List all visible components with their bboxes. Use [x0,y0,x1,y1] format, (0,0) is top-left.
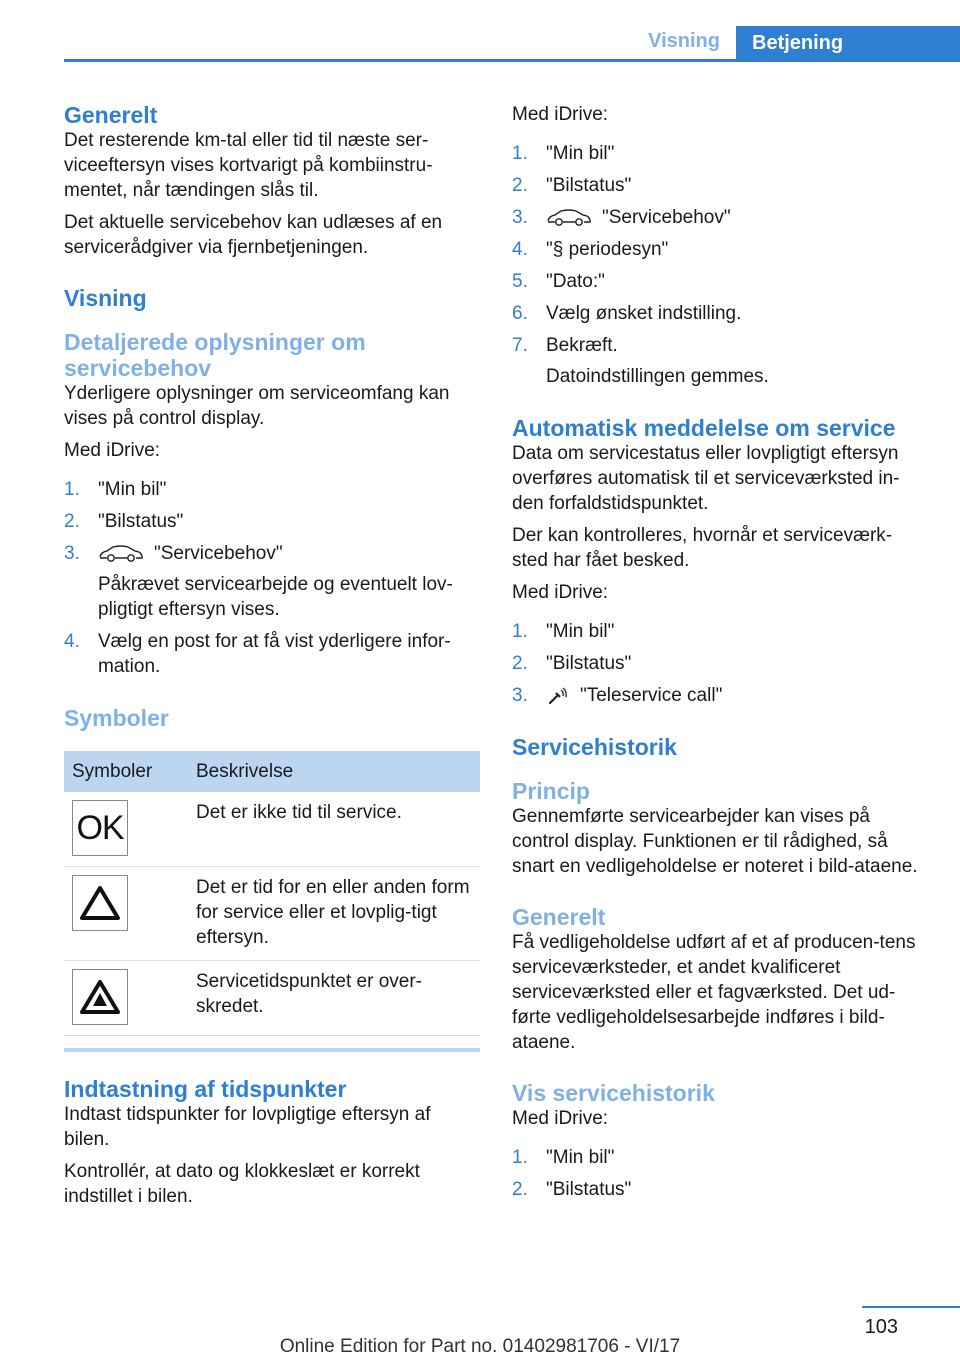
heading-visning: Visning [64,285,147,311]
list-item [512,651,928,676]
step-text: "Bilstatus" [546,653,632,674]
step-text: "Servicebehov" [602,207,731,228]
left-column [64,102,480,1216]
paragraph: Få vedligeholdelse udført af et af producen-tens serviceværksteder, et andet kvalificeret serviceværksted eller et fagværksted. Det ud-førte vedligeholdelsesarbejde indføres i bild-ataene. [512,932,916,1053]
table-cell: Det er tid for en eller anden form for service eller et lovplig-tigt eftersyn. [188,867,480,961]
edition-footer: Online Edition for Part no. 01402981706 - VI/17 [279,1336,681,1357]
heading-automatisk: Automatisk meddelelse om service [512,415,896,441]
step-subtext: Påkrævet servicearbejde og eventuelt lov-pligtigt eftersyn vises. [98,574,453,620]
step-number: 2. [512,653,528,674]
step-text: "Dato:" [546,271,605,292]
list-item [512,141,928,166]
table-header: Symboler [64,751,188,792]
step-number: 4. [512,239,528,260]
table-row [64,792,480,867]
step-number: 4. [64,631,80,652]
teleservice-icon [548,687,568,705]
step-text: "§ periodesyn" [546,239,669,260]
warning-triangle-exclamation-icon [72,969,128,1025]
list-item [64,509,480,534]
step-number: 2. [512,1179,528,1200]
step-number: 1. [512,621,528,642]
car-service-icon [98,545,144,563]
step-text: "Bilstatus" [546,1179,632,1200]
heading-generelt: Generelt [64,102,158,128]
step-text: "Min bil" [546,143,615,164]
step-text: Vælg ønsket indstilling. [546,303,742,324]
page-number: 103 [864,1316,898,1338]
step-text: "Servicebehov" [154,543,283,564]
paragraph: Det aktuelle servicebehov kan udlæses af en servicerådgiver via fjernbetjeningen. [64,212,443,258]
list-item [512,301,928,326]
step-list [512,619,928,708]
idrive-label: Med iDrive: [512,582,609,603]
heading-servicehistorik: Servicehistorik [512,734,677,760]
list-item [64,541,480,622]
paragraph: Yderligere oplysninger om serviceomfang kan vises på control display. [64,383,450,429]
step-number: 2. [64,511,80,532]
step-text: "Min bil" [546,1147,615,1168]
list-item [64,629,480,679]
step-number: 5. [512,271,528,292]
paragraph: Data om servicestatus eller lovpligtigt eftersyn overføres automatisk til et serviceværksted in-den forfaldstidspunktet. [512,443,900,514]
ok-label: OK [76,808,124,847]
page-header [64,26,960,62]
step-text: "Min bil" [98,479,167,500]
paragraph: Det resterende km-tal eller tid til næste ser-viceeftersyn vises kortvarigt på kombiinstru-mentet, når tændingen slås til. [64,130,433,201]
step-text: "Bilstatus" [98,511,184,532]
step-text: "Bilstatus" [546,175,632,196]
heading-detaljerede: Detaljerede oplysninger om servicebehov [64,329,366,381]
idrive-label: Med iDrive: [512,104,609,125]
step-subtext: Datoindstillingen gemmes. [546,366,769,387]
paragraph: Der kan kontrolleres, hvornår et serviceværk-sted har fået besked. [512,525,893,571]
step-number: 6. [512,303,528,324]
step-list [64,477,480,679]
step-number: 3. [512,207,528,228]
table-cell: Det er ikke tid til service. [188,792,480,867]
list-item [512,683,928,708]
list-item [512,1145,928,1170]
tab-betjening[interactable]: Betjening [736,26,960,62]
list-item [512,173,928,198]
step-number: 7. [512,335,528,356]
step-list [512,1145,928,1202]
idrive-label: Med iDrive: [64,440,161,461]
step-text: Bekræft. [546,335,618,356]
tab-visning[interactable]: Visning [648,30,720,52]
ok-icon [72,800,128,856]
list-item [512,205,928,230]
table-header: Beskrivelse [188,751,480,792]
warning-triangle-icon [72,875,128,931]
list-item [512,1177,928,1202]
step-number: 2. [512,175,528,196]
list-item [512,237,928,262]
header-divider [64,59,960,62]
step-number: 1. [512,143,528,164]
list-item [512,619,928,644]
paragraph: Gennemførte servicearbejder kan vises på control display. Funktionen er til rådighed, så snart en vedligeholdelse er noteret i bild-ataene. [512,806,918,877]
step-text: Vælg en post for at få vist yderligere infor-mation. [98,631,451,677]
step-text: "Teleservice call" [580,685,723,706]
table-row [64,867,480,961]
heading-generelt-2: Generelt [512,904,606,930]
right-column [512,102,928,1210]
heading-indtastning: Indtastning af tidspunkter [64,1076,347,1102]
step-list [512,141,928,389]
list-item [512,269,928,294]
step-number: 3. [64,543,80,564]
heading-vis-servicehistorik: Vis servicehistorik [512,1080,715,1106]
paragraph: Indtast tidspunkter for lovpligtige eftersyn af bilen. [64,1104,431,1150]
table-row [64,961,480,1036]
step-text: "Min bil" [546,621,615,642]
table-cell: Servicetidspunktet er over-skredet. [188,961,480,1036]
list-item [512,333,928,389]
step-number: 1. [64,479,80,500]
footer-rule [862,1306,960,1308]
heading-princip: Princip [512,778,590,804]
step-number: 3. [512,685,528,706]
heading-symboler: Symboler [64,705,169,731]
list-item [64,477,480,502]
car-service-icon [546,209,592,227]
step-number: 1. [512,1147,528,1168]
idrive-label: Med iDrive: [512,1108,609,1129]
symbols-table [64,751,480,1036]
paragraph: Kontrollér, at dato og klokkeslæt er korrekt indstillet i bilen. [64,1161,420,1207]
